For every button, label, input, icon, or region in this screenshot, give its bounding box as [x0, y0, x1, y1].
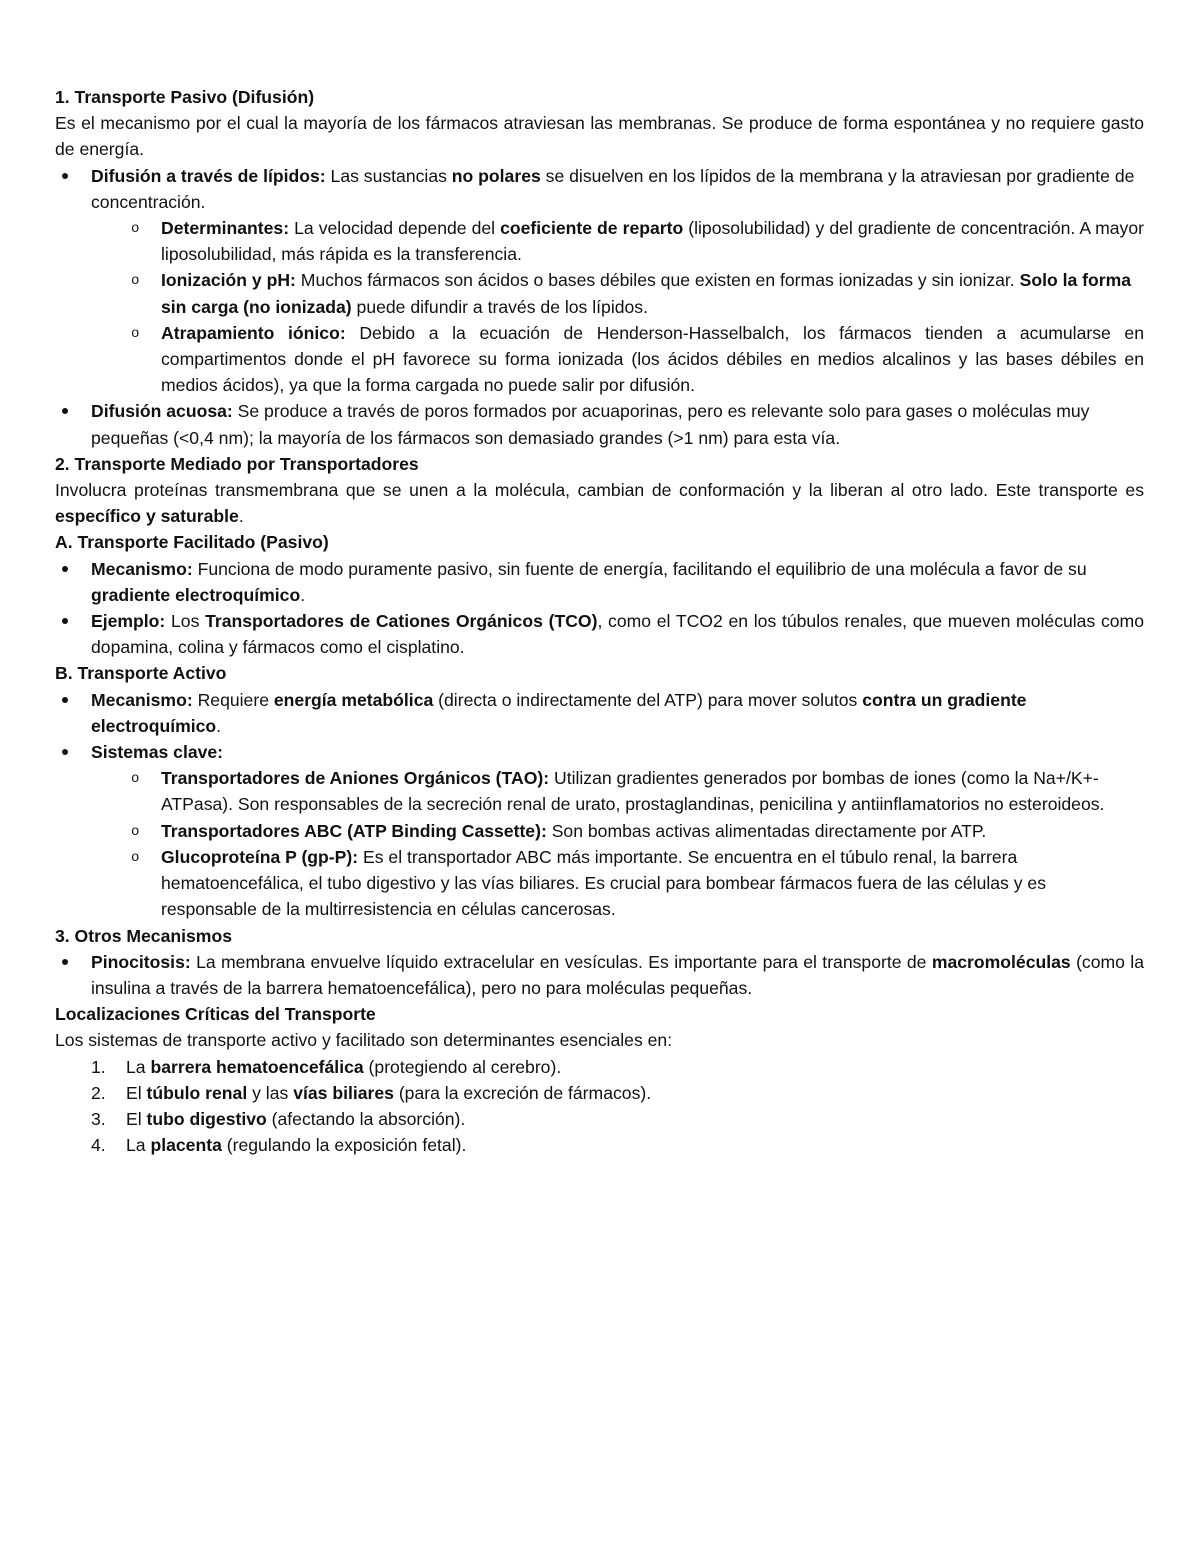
section-4-heading: Localizaciones Críticas del Transporte: [55, 1004, 376, 1025]
section-4-intro: Los sistemas de transporte activo y facilitado son determinantes esenciales en:: [55, 1030, 673, 1051]
sub-bullet-atrapamiento: o Atrapamiento iónico: Debido a la ecuación de Henderson-Hasselbalch, los fármacos tienden a acumularse en compartimentos donde el pH favorece su forma ionizada (los ácidos débiles en medios alcalinos y las bases débiles en medios ácidos), ya que la forma cargada no puede salir por difusión.: [55, 320, 1144, 399]
section-3-heading: 3. Otros Mecanismos: [55, 925, 232, 946]
section-2b-heading: B. Transporte Activo: [55, 663, 227, 684]
bullet-aqueous-diffusion: Difusión acuosa: Se produce a través de poros formados por acuaporinas, pero es relevante solo para gases o moléculas muy pequeñas (<0,4 nm); la mayoría de los fármacos son demasiado grandes (>1 nm) para esta vía.: [55, 398, 1144, 450]
sub-bullet-tao: o Transportadores de Aniones Orgánicos (TAO): Utilizan gradientes generados por bombas de iones (como la Na+/K+-ATPasa). Son responsables de la secreción renal de urato, prostaglandinas, penicilina y antiinflamatorios no esteroideos.: [55, 765, 1144, 817]
section-1-heading: 1. Transporte Pasivo (Difusión): [55, 87, 315, 107]
section-1-intro: Es el mecanismo por el cual la mayoría de los fármacos atraviesan las membranas. Se produce de forma espontánea y no requiere gasto de energía.: [55, 113, 1144, 160]
bullet-active-mechanism: Mecanismo: Requiere energía metabólica (directa o indirectamente del ATP) para mover solutos contra un gradiente electroquímico.: [55, 687, 1144, 739]
list-item-2: 2. El túbulo renal y las vías biliares (para la excreción de fármacos).: [91, 1082, 652, 1103]
sub-bullet-gpp: o Glucoproteína P (gp-P): Es el transportador ABC más importante. Se encuentra en el túbulo renal, la barrera hematoencefálica, el tubo digestivo y las vías biliares. Es crucial para bombear fármacos fuera de las células y es responsable de la multirresistencia en células cancerosas.: [55, 844, 1144, 923]
bullet-lipid-diffusion: Difusión a través de lípidos: Las sustancias no polares se disuelven en los lípidos de la membrana y la atraviesan por gradiente de concentración.: [55, 163, 1144, 215]
bullet-key-systems: Sistemas clave:: [55, 739, 1144, 765]
list-item-3: 3. El tubo digestivo (afectando la absorción).: [91, 1108, 466, 1129]
section-2-heading: 2. Transporte Mediado por Transportadores: [55, 453, 419, 474]
sub-bullet-determinantes: o Determinantes: La velocidad depende del coeficiente de reparto (liposolubilidad) y del gradiente de concentración. A mayor liposolubilidad, más rápida es la transferencia.: [55, 215, 1144, 267]
list-item-1: 1. La barrera hematoencefálica (protegiendo al cerebro).: [91, 1056, 562, 1077]
section-2a-heading: A. Transporte Facilitado (Pasivo): [55, 532, 329, 553]
section-2-intro: Involucra proteínas transmembrana que se unen a la molécula, cambian de conformación y la liberan al otro lado. Este transporte es específico y saturable.: [55, 480, 1144, 527]
bullet-pinocytosis: Pinocitosis: La membrana envuelve líquido extracelular en vesículas. Es importante para el transporte de macromoléculas (como la insulina a través de la barrera hematoencefálica), pero no para moléculas pequeñas.: [55, 949, 1144, 1001]
list-item-4: 4. La placenta (regulando la exposición fetal).: [91, 1135, 467, 1156]
bullet-facilitated-example: Ejemplo: Los Transportadores de Cationes Orgánicos (TCO), como el TCO2 en los túbulos renales, que mueven moléculas como dopamina, colina y fármacos como el cisplatino.: [55, 608, 1144, 660]
bullet-facilitated-mechanism: Mecanismo: Funciona de modo puramente pasivo, sin fuente de energía, facilitando el equilibrio de una molécula a favor de su gradiente electroquímico.: [55, 556, 1144, 608]
sub-bullet-ionizacion: o Ionización y pH: Muchos fármacos son ácidos o bases débiles que existen en formas ionizadas y sin ionizar. Solo la forma sin carga (no ionizada) puede difundir a través de los lípidos.: [55, 267, 1144, 319]
sub-bullet-abc: o Transportadores ABC (ATP Binding Cassette): Son bombas activas alimentadas directamente por ATP.: [55, 818, 1144, 844]
